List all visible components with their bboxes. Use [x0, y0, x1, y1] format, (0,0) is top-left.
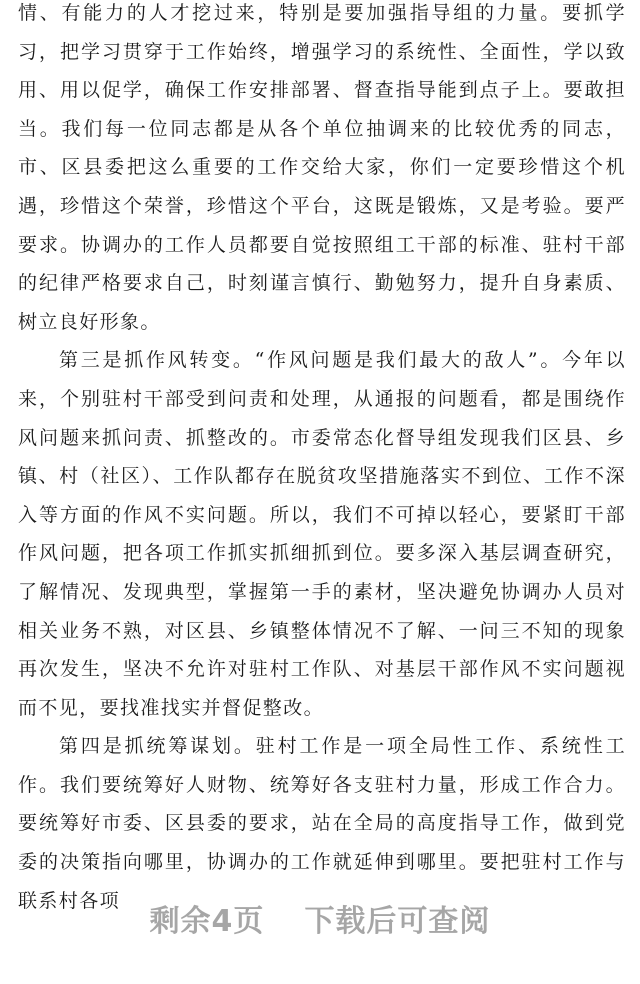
- document-body: [18, 0, 626, 920]
- remaining-pages-banner[interactable]: [0, 896, 640, 940]
- paragraph-1: 情、有能力的人才挖过来，特别是要加强指导组的力量。要抓学习，把学习贯穿于工作始终，增强学习的系统性、全面性，学以致用、用以促学，确保工作安排部署、督查指导能到点子上。要敢担当。我们每一位同志都是从各个单位抽调来的比较优秀的同志，市、区县委把这么重要的工作交给大家，你们一定要珍惜这个机遇，珍惜这个荣誉，珍惜这个平台，这既是锻炼，又是考验。要严要求。协调办的工作人员都要自觉按照组工干部的标准、驻村干部的纪律严格要求自己，时刻谨言慎行、勤勉努力，提升自身素质、树立良好形象。: [18, 2, 626, 333]
- remaining-pages-label: 剩余4页: [149, 904, 265, 939]
- paragraph-2: 第三是抓作风转变。“作风问题是我们最大的敌人”。今年以来，个别驻村干部受到问责和处理，从通报的问题看，都是围绕作风问题来抓问责、抓整改的。市委常态化督导组发现我们区县、乡镇、村（社区）、工作队都存在脱贫攻坚措施落实不到位、工作不深入等方面的作风不实问题。所以，我们不可掉以轻心，要紧盯干部作风问题，把各项工作抓实抓细抓到位。要多深入基层调查研究，了解情况、发现典型，掌握第一手的素材，坚决避免协调办人员对相关业务不熟，对区县、乡镇整体情况不了解、一问三不知的现象再次发生，坚决不允许对驻村工作队、对基层干部作风不实问题视而不见，要找准找实并督促整改。: [18, 349, 626, 719]
- paragraph-3: 第四是抓统筹谋划。驻村工作是一项全局性工作、系统性工作。我们要统筹好人财物、统筹好各支驻村力量，形成工作合力。要统筹好市委、区县委的要求，站在全局的高度指导工作，做到党委的决策指向哪里，协调办的工作就延伸到哪里。要把驻村工作与联系村各项: [18, 735, 626, 912]
- download-prompt-label: 下载后可查阅: [304, 904, 491, 939]
